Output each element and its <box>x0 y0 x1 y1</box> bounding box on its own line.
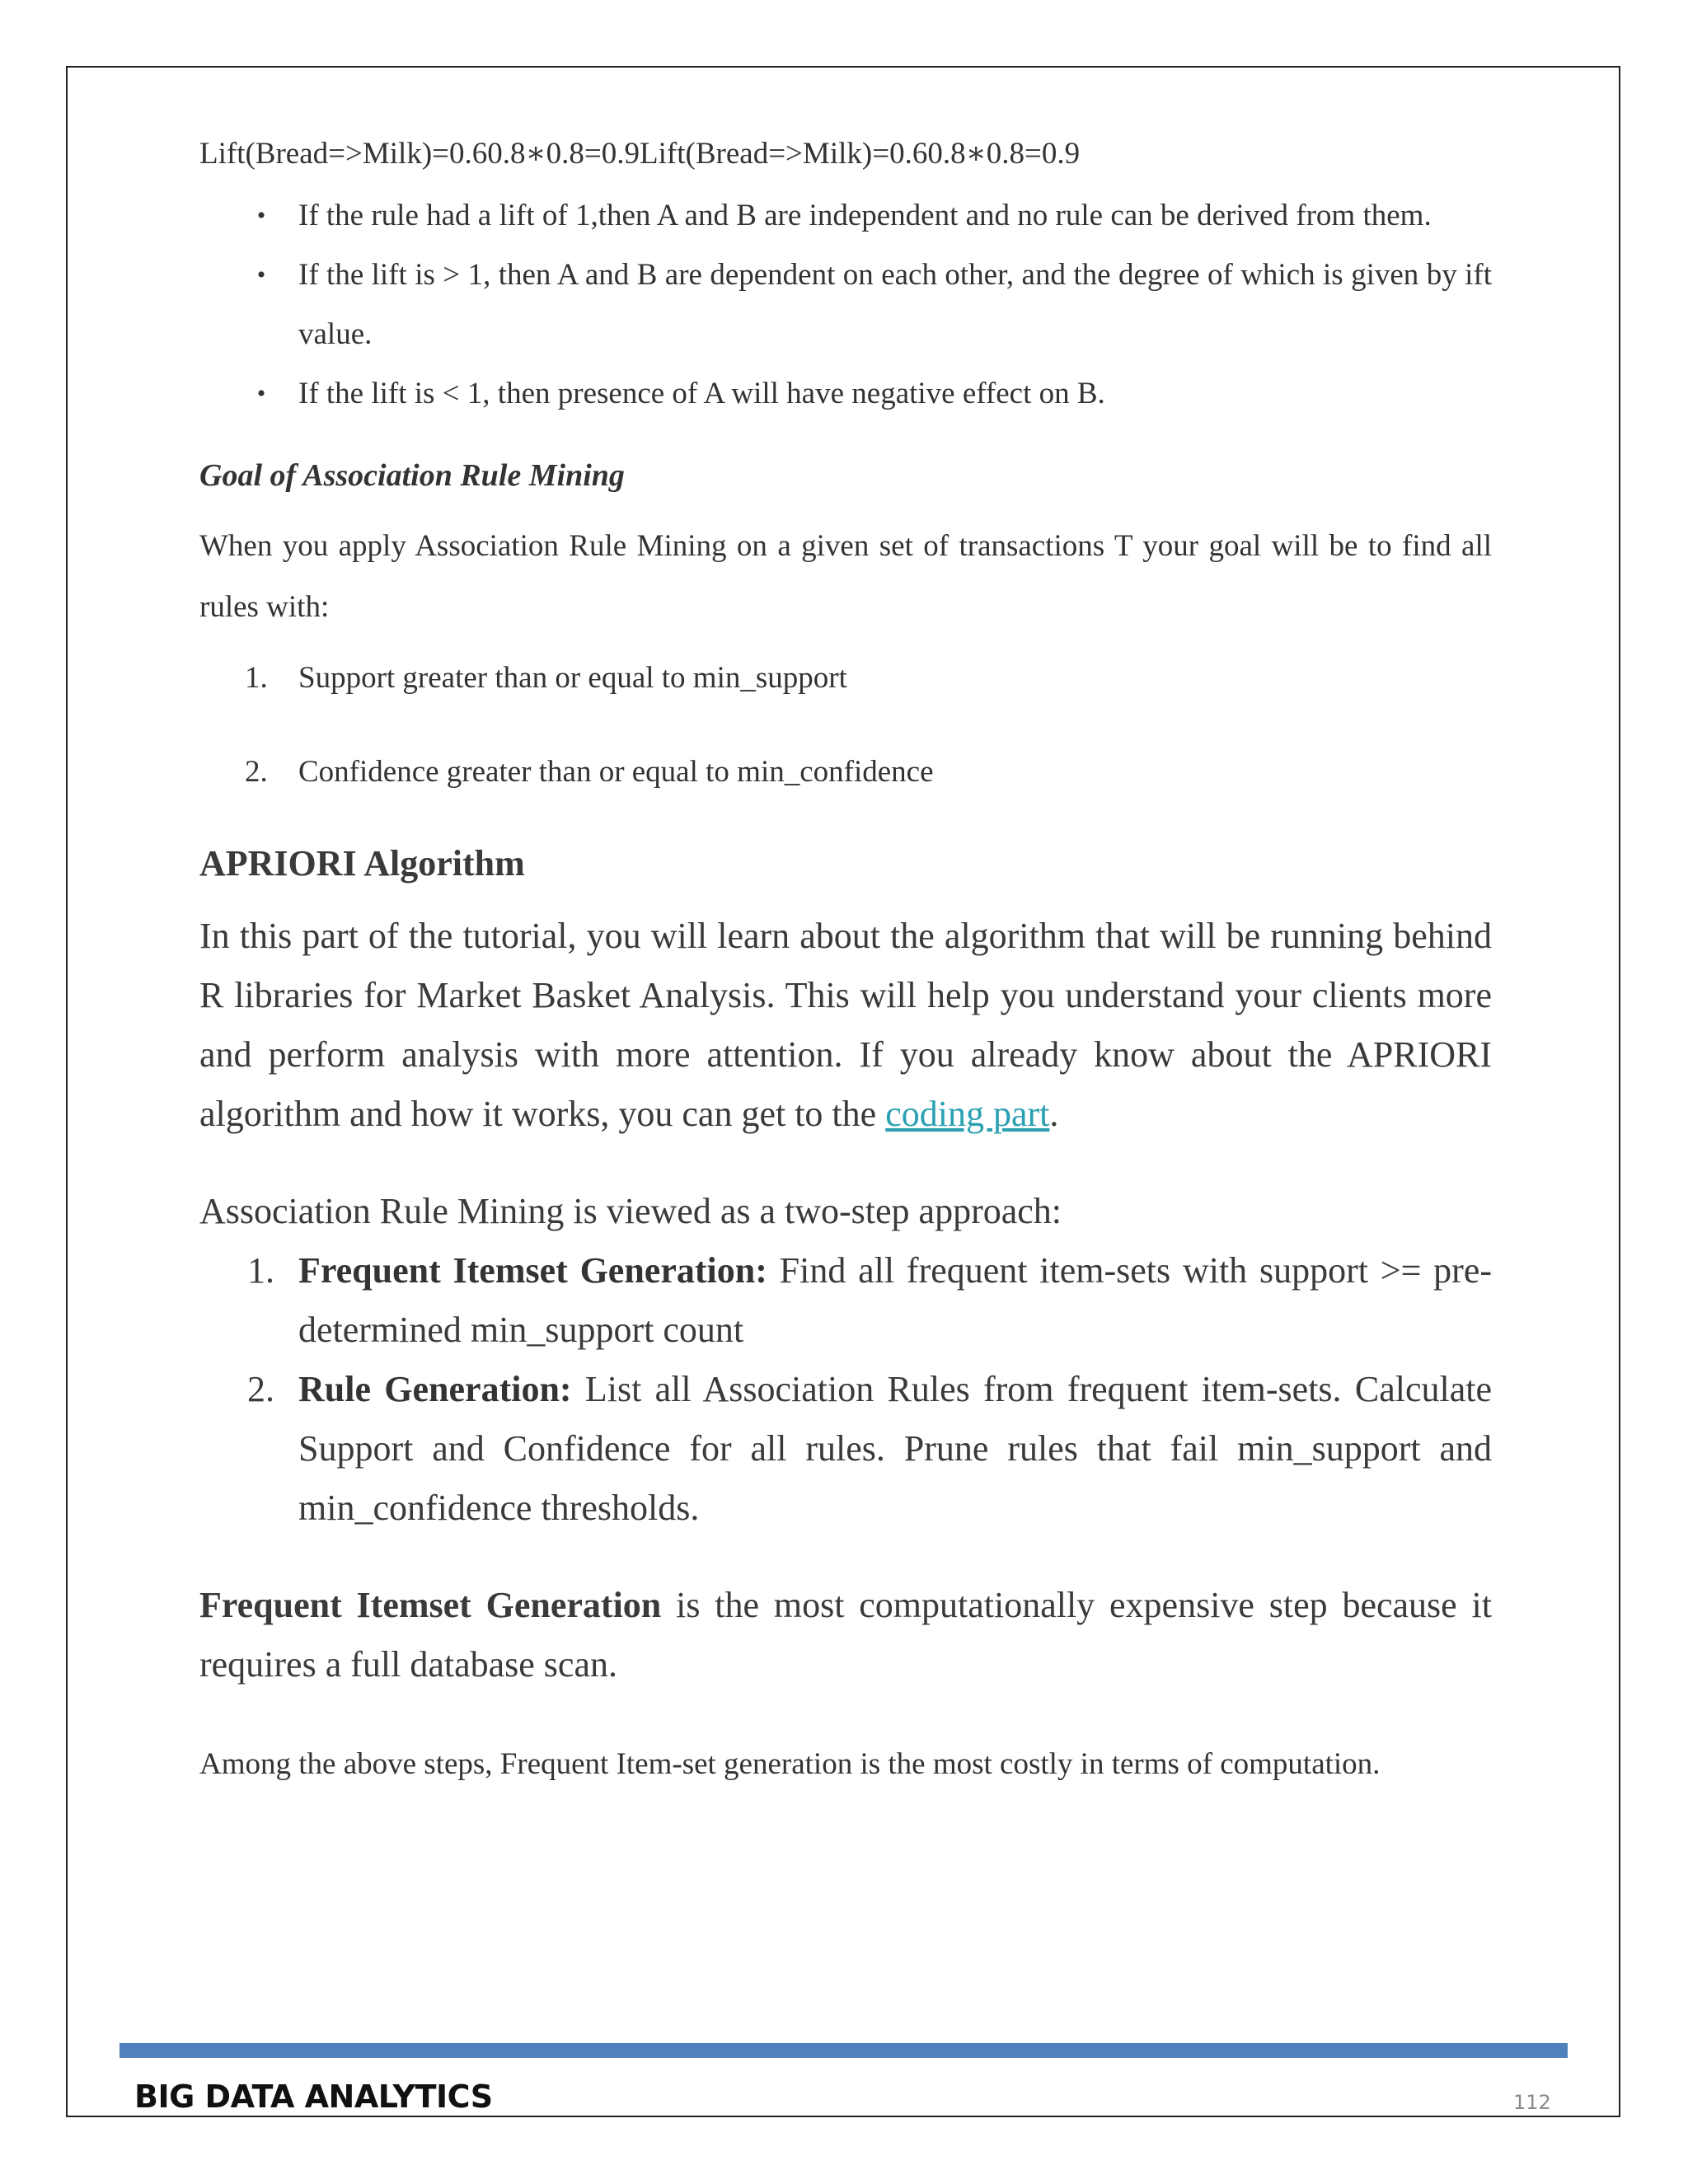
coding-part-link[interactable]: coding part <box>885 1094 1050 1134</box>
list-item: • If the lift is > 1, then A and B are dependent on each other, and the degree of which is given by ift value. <box>199 246 1492 364</box>
list-item: • If the lift is < 1, then presence of A will have negative effect on B. <box>199 364 1492 424</box>
goal-paragraph: When you apply Association Rule Mining on a given set of transactions T your goal will be to find all rules with: <box>199 529 1492 624</box>
page-number: 112 <box>1513 2091 1551 2114</box>
list-item: 1. Frequent Itemset Generation: Find all frequent item-sets with support >= pre-determined min_support count <box>199 1241 1492 1360</box>
list-item: • If the rule had a lift of 1,then A and B are independent and no rule can be derived from them. <box>199 186 1492 246</box>
footer-bar <box>120 2043 1568 2058</box>
list-item: 2. Rule Generation: List all Association Rules from frequent item-sets. Calculate Support and Confidence for all rules. Prune rules that fail min_support and min_confidence thresholds. <box>199 1360 1492 1538</box>
list-number: 2. <box>247 1369 274 1409</box>
steps-list <box>199 1241 1492 1538</box>
list-number: 2. <box>245 755 268 789</box>
list-number: 1. <box>245 661 268 695</box>
lift-bullet-list <box>199 186 1492 424</box>
list-number: 1. <box>247 1250 274 1291</box>
goal-list <box>199 656 1492 794</box>
lift-formula: Lift(Bread=>Milk)=0.60.8∗0.8=0.9Lift(Bread=>Milk)=0.60.8∗0.8=0.9 <box>199 137 1081 171</box>
list-item: 2. Confidence greater than or equal to min_confidence <box>199 750 1492 794</box>
frequent-itemset-paragraph: Frequent Itemset Generation is the most computationally expensive step because it requires a full database scan. <box>199 1585 1492 1685</box>
bullet-icon: • <box>256 202 266 229</box>
step-label: Rule Generation: <box>298 1369 572 1409</box>
bullet-icon: • <box>256 380 266 407</box>
apriori-heading: APRIORI Algorithm <box>199 843 525 883</box>
footer-title: BIG DATA ANALYTICS <box>134 2079 493 2115</box>
among-steps-paragraph: Among the above steps, Frequent Item-set generation is the most costly in terms of computation. <box>199 1747 1381 1781</box>
list-item: 1. Support greater than or equal to min_support <box>199 656 1492 701</box>
goal-heading: Goal of Association Rule Mining <box>199 458 625 493</box>
step-label: Frequent Itemset Generation: <box>298 1250 767 1291</box>
apriori-paragraph: In this part of the tutorial, you will learn about the algorithm that will be running behind R libraries for Market Basket Analysis. This will help you understand your clients more and perform analysis with more attention. If you already know about the APRIORI algorithm and how it works, you can get to the coding part. <box>199 916 1492 1134</box>
page-content <box>199 132 1492 1787</box>
two-step-paragraph: Association Rule Mining is viewed as a two-step approach: <box>199 1191 1062 1231</box>
bullet-icon: • <box>256 261 266 288</box>
